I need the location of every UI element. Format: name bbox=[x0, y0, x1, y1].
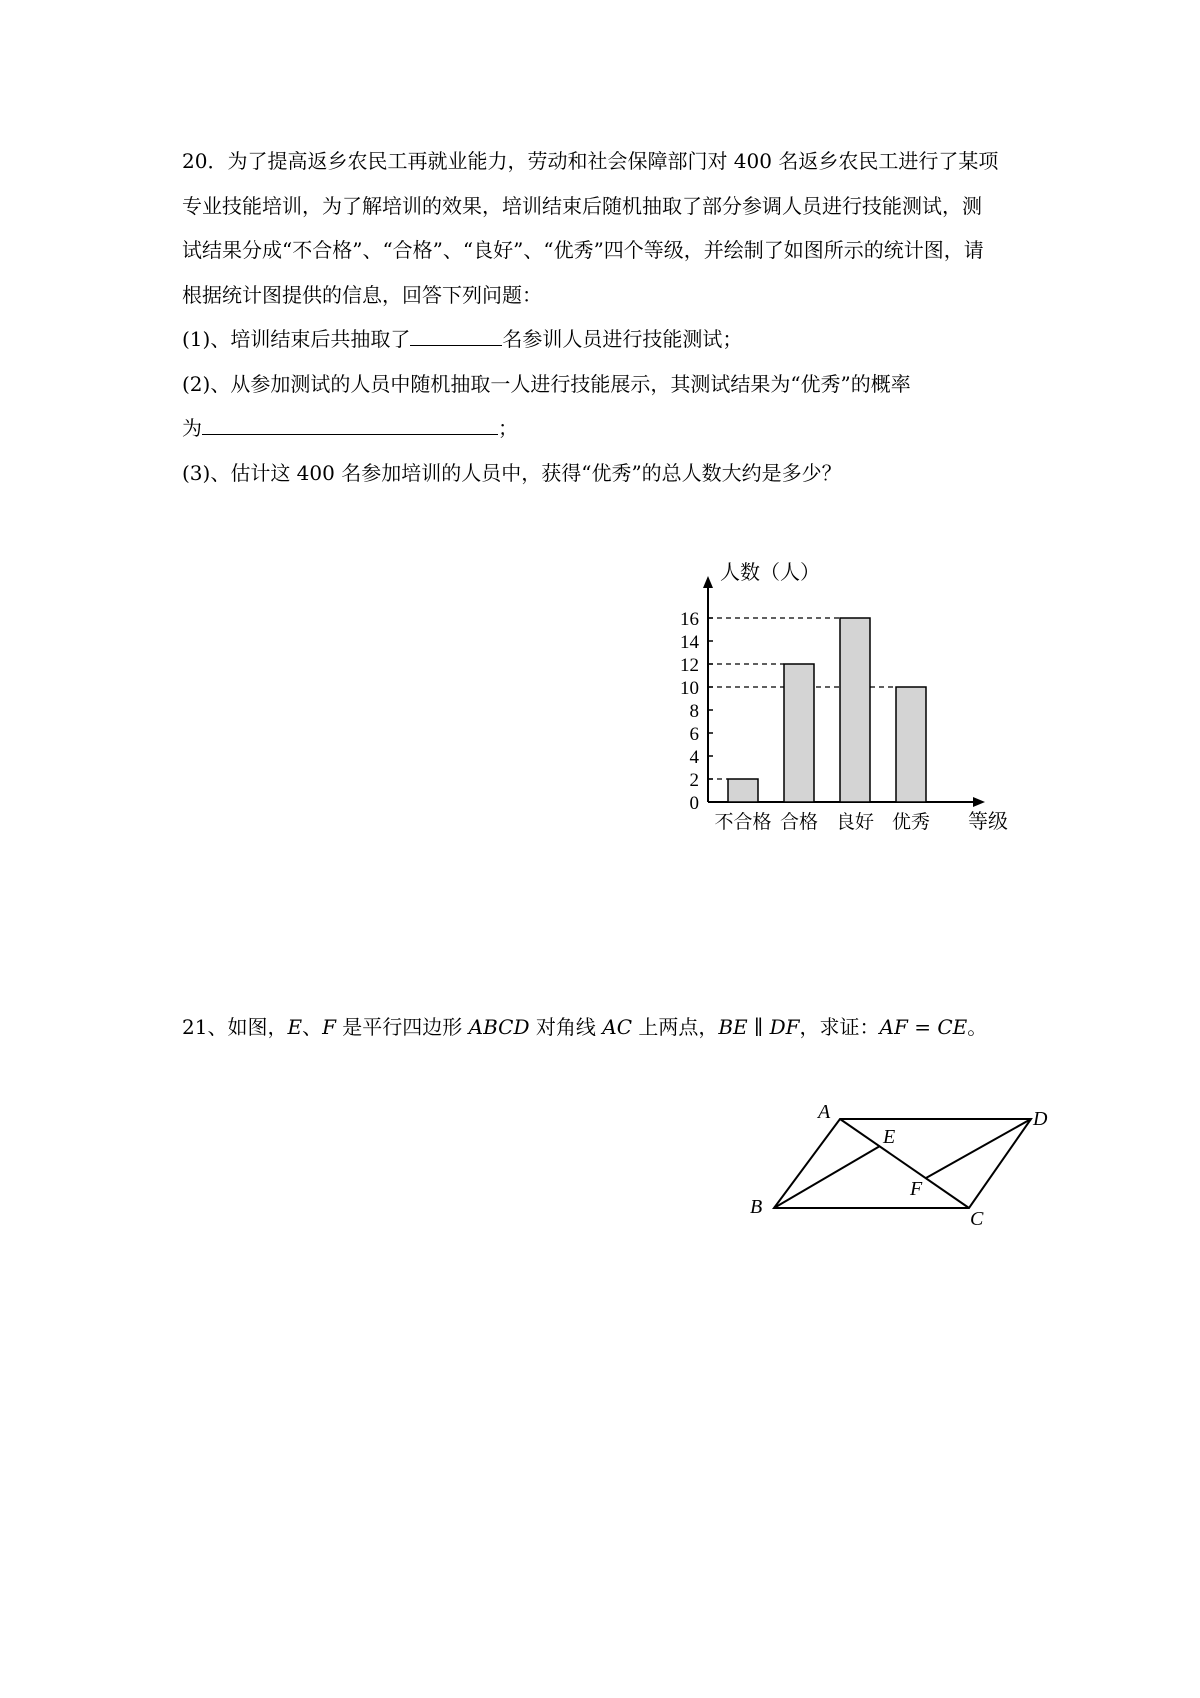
q21-sep: 、 bbox=[302, 1015, 323, 1039]
part2-suffix: ； bbox=[498, 416, 518, 440]
y-tick-label: 10 bbox=[680, 678, 699, 699]
q20-part-3: (3)、估计这 400 名参加培训的人员中，获得“优秀”的总人数大约是多少？ bbox=[182, 461, 842, 485]
q21-end: 。 bbox=[967, 1015, 988, 1039]
q20-line-3: 试结果分成“不合格”、“合格”、“良好”、“优秀”四个等级，并绘制了如图所示的统计图，请 bbox=[182, 238, 984, 262]
y-tick-label: 14 bbox=[680, 632, 699, 653]
y-tick-label: 2 bbox=[689, 770, 699, 791]
y-tick-label: 6 bbox=[689, 724, 699, 745]
label-c: C bbox=[970, 1208, 984, 1230]
point-f-name: F bbox=[322, 1015, 336, 1039]
part1-prefix: (1)、培训结束后共抽取了 bbox=[182, 327, 411, 351]
q21-text-1: 是平行四边形 bbox=[335, 1015, 469, 1039]
y-axis-label: 人数（人） bbox=[720, 562, 820, 584]
q21-text-3: 上两点， bbox=[632, 1015, 719, 1039]
x-category-label: 合格 bbox=[779, 812, 819, 833]
label-a: A bbox=[818, 1101, 831, 1123]
q20-line-1: 20．为了提高返乡农民工再就业能力，劳动和社会保障部门对 400 名返乡农民工进行了某项 bbox=[182, 149, 999, 173]
parallelogram-name: ABCD bbox=[468, 1015, 530, 1039]
label-e: E bbox=[883, 1126, 896, 1148]
x-axis-label: 等级 bbox=[968, 811, 1008, 833]
y-tick-label: 0 bbox=[689, 793, 699, 814]
point-e-name: E bbox=[287, 1015, 303, 1039]
label-d: D bbox=[1033, 1108, 1048, 1130]
x-category-label: 优秀 bbox=[891, 812, 931, 833]
x-category-label: 良好 bbox=[835, 812, 875, 833]
label-b: B bbox=[750, 1196, 763, 1218]
y-tick-label: 4 bbox=[689, 747, 699, 768]
q20-line-2: 专业技能培训，为了解培训的效果，培训结束后随机抽取了部分参调人员进行技能测试，测 bbox=[182, 194, 982, 218]
q20-part-2-line-1: (2)、从参加测试的人员中随机抽取一人进行技能展示，其测试结果为“优秀”的概率 bbox=[182, 372, 911, 396]
q20-line-4: 根据统计图提供的信息，回答下列问题： bbox=[182, 283, 542, 307]
q21-text-2: 对角线 bbox=[529, 1015, 603, 1039]
to-prove-equation: AF = CE bbox=[879, 1015, 968, 1039]
diagonal-name: AC bbox=[602, 1015, 632, 1039]
y-tick-label: 16 bbox=[680, 609, 699, 630]
y-tick-label: 8 bbox=[689, 701, 699, 722]
segment-df bbox=[926, 1119, 1031, 1178]
part1-suffix: 名参训人员进行技能测试； bbox=[502, 327, 743, 351]
diagonal-ac bbox=[840, 1119, 969, 1208]
parallelogram-abcd bbox=[774, 1119, 1031, 1208]
part2-prefix: 为 bbox=[182, 416, 202, 440]
q21-number: 21、如图， bbox=[182, 1015, 288, 1039]
q21-text-4: ，求证： bbox=[799, 1015, 880, 1039]
y-tick-label: 12 bbox=[680, 655, 699, 676]
parallel-condition: BE ∥ DF bbox=[718, 1015, 800, 1039]
segment-be bbox=[774, 1146, 880, 1208]
label-f: F bbox=[910, 1178, 923, 1200]
x-category-label: 不合格 bbox=[714, 812, 772, 833]
